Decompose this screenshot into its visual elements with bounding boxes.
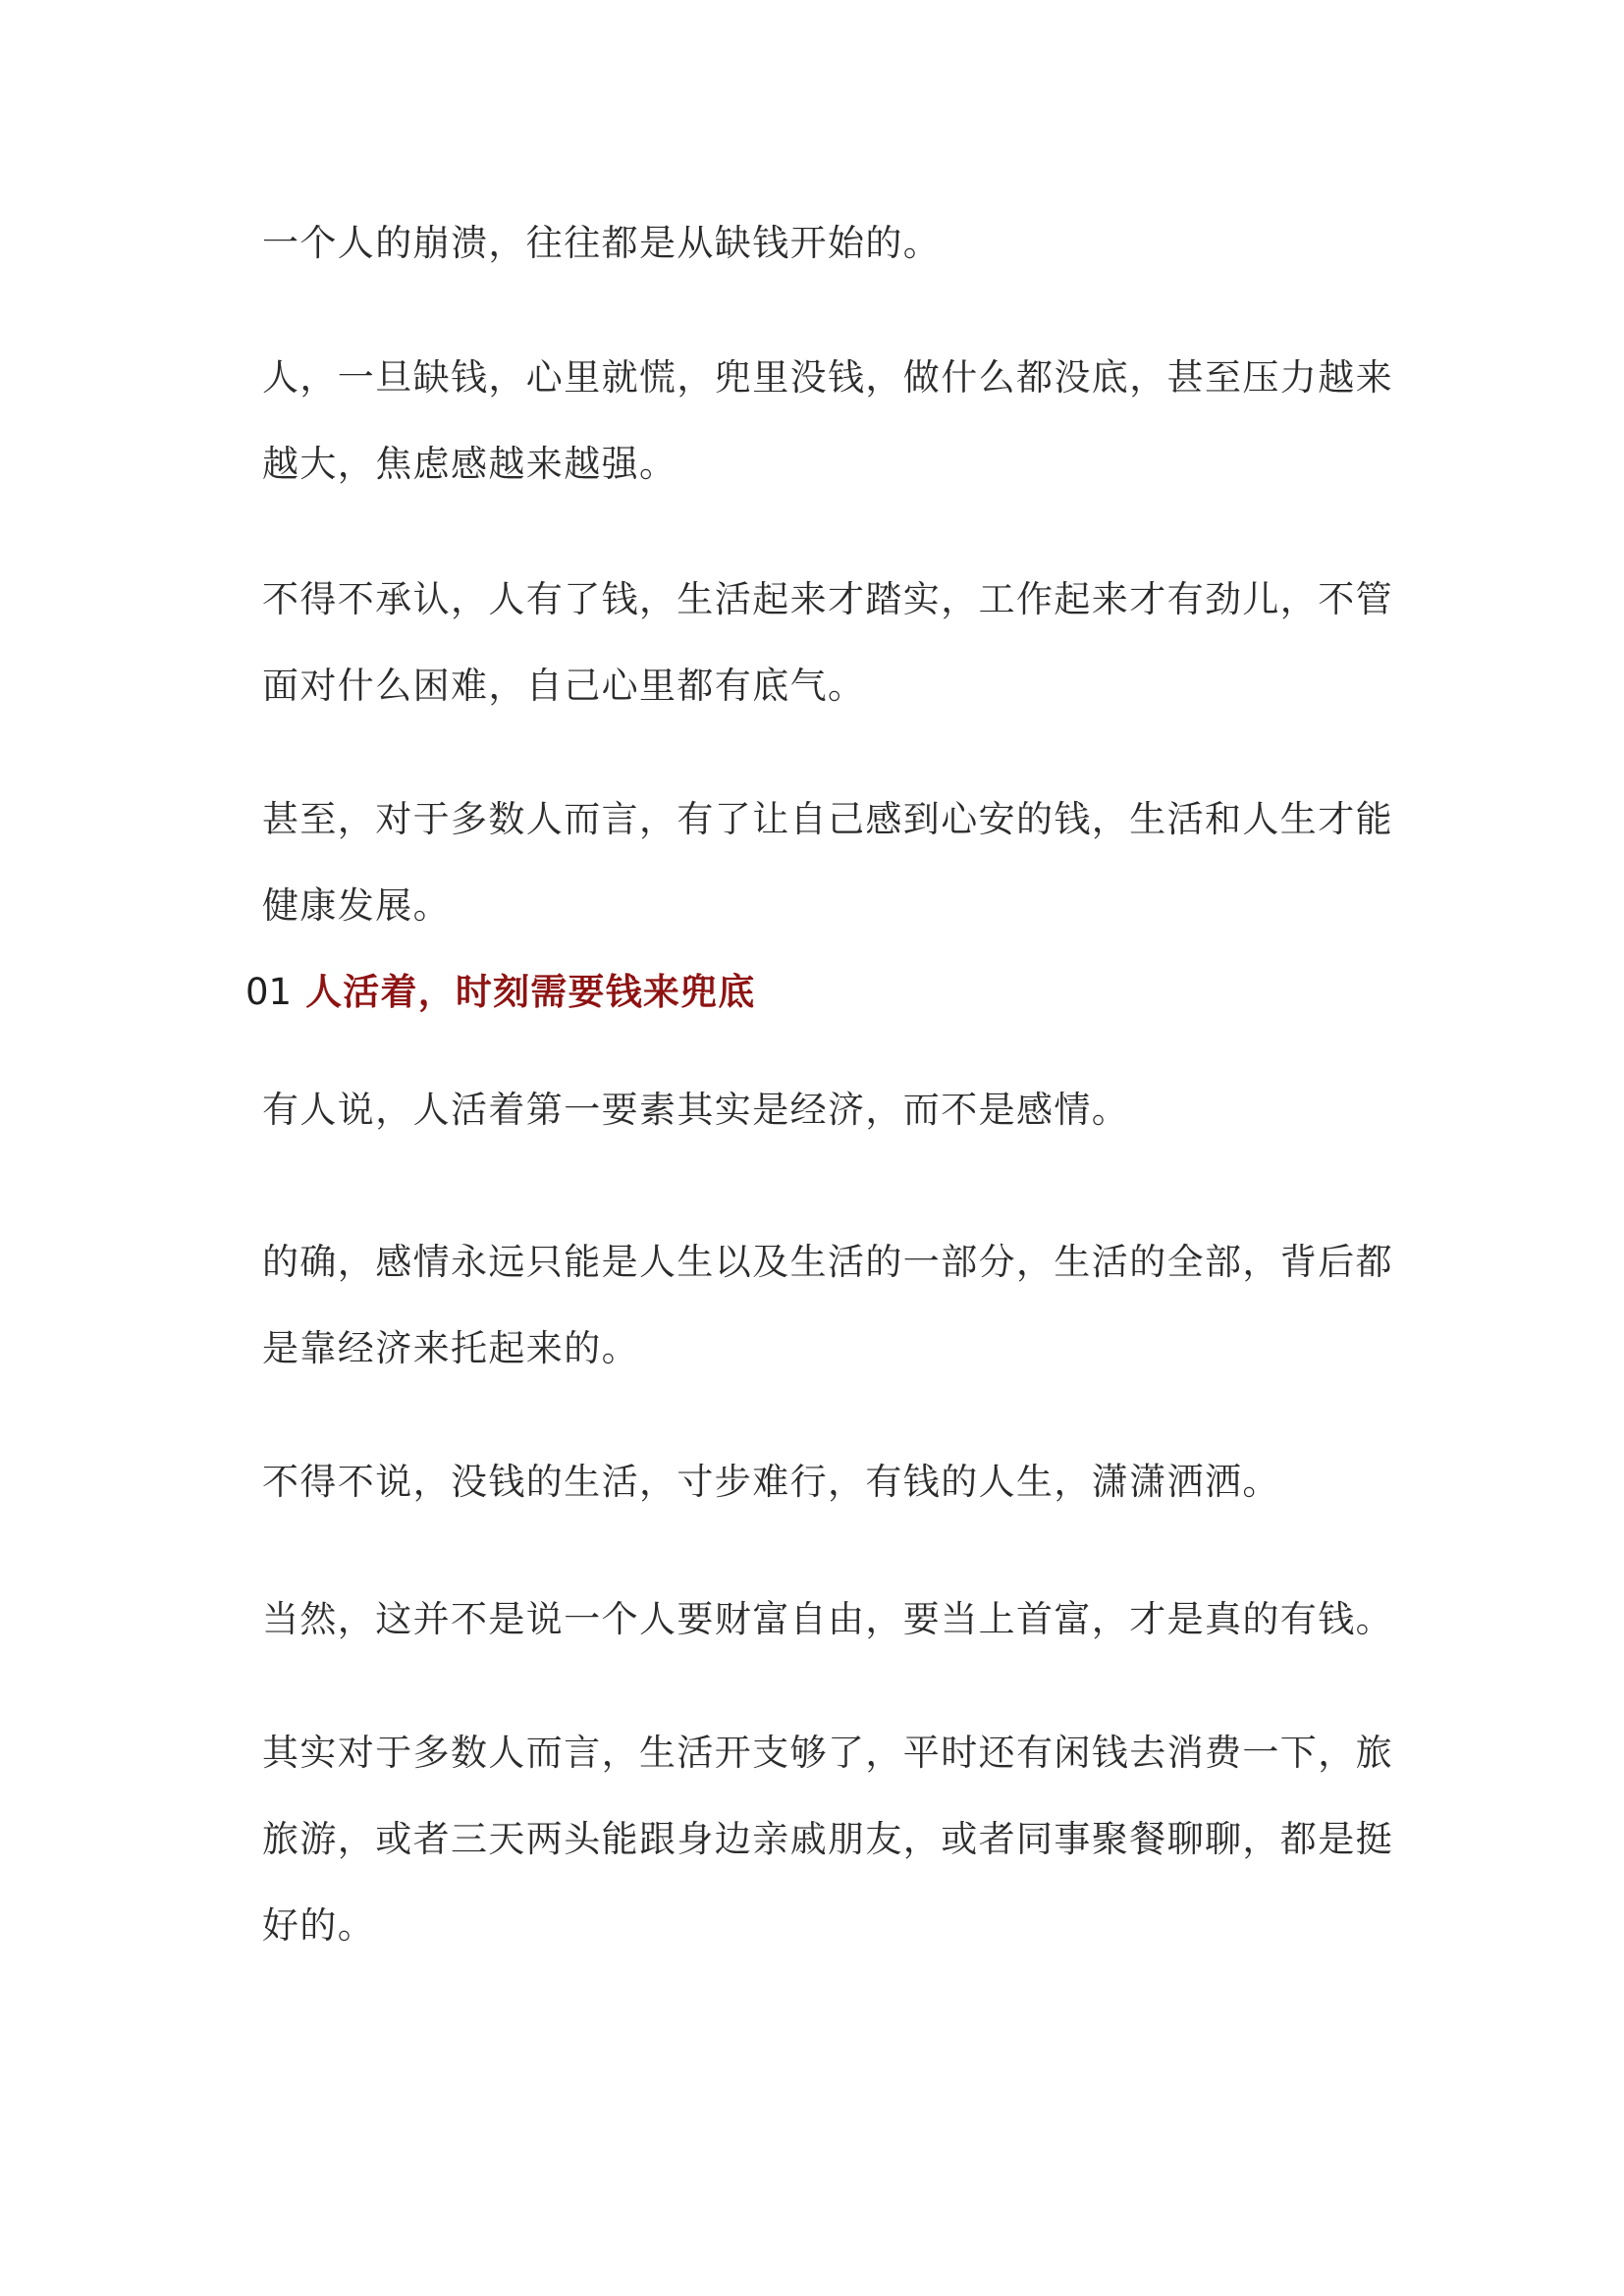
section-paragraph-4 [262,1576,1393,1663]
intro-paragraph-2 [262,335,1393,507]
section-heading [245,949,756,1036]
text-line: 甚至，对于多数人而言，有了让自己感到心安的钱，生活和人生才能 [262,798,1393,840]
text-line: 的确，感情永远只能是人生以及生活的一部分，生活的全部，背后都 [262,1241,1393,1283]
text-line: 好的。 [262,1904,376,1947]
text-line: 有人说，人活着第一要素其实是经济，而不是感情。 [262,1089,1130,1131]
text-line: 不得不承认，人有了钱，生活起来才踏实，工作起来才有劲儿，不管 [262,578,1393,620]
text-line: 人，一旦缺钱，心里就慌，兜里没钱，做什么都没底，甚至压力越来 [262,356,1393,399]
section-title: 人活着，时刻需要钱来兜底 [305,971,756,1013]
text-line: 是靠经济来托起来的。 [262,1327,639,1369]
section-paragraph-2 [262,1219,1393,1392]
text-line: 其实对于多数人而言，生活开支够了，平时还有闲钱去消费一下，旅 [262,1732,1393,1774]
text-line: 当然，这并不是说一个人要财富自由，要当上首富，才是真的有钱。 [262,1598,1393,1640]
text-line: 面对什么困难，自己心里都有底气。 [262,665,866,707]
section-number: 01 [245,971,293,1013]
intro-paragraph-4 [262,776,1393,949]
text-line: 健康发展。 [262,884,451,927]
text-line: 旅游，或者三天两头能跟身边亲戚朋友，或者同事聚餐聊聊，都是挺 [262,1818,1393,1860]
text-line: 不得不说，没钱的生活，寸步难行，有钱的人生，潇潇洒洒。 [262,1461,1280,1503]
section-paragraph-5 [262,1710,1393,1969]
text-line: 一个人的崩溃，往往都是从缺钱开始的。 [262,222,942,264]
intro-paragraph-3 [262,557,1393,729]
intro-paragraph-1 [262,200,1367,287]
section-paragraph-3 [262,1439,1367,1525]
text-line: 越大，焦虑感越来越强。 [262,443,677,485]
section-paragraph-1 [262,1067,1367,1153]
